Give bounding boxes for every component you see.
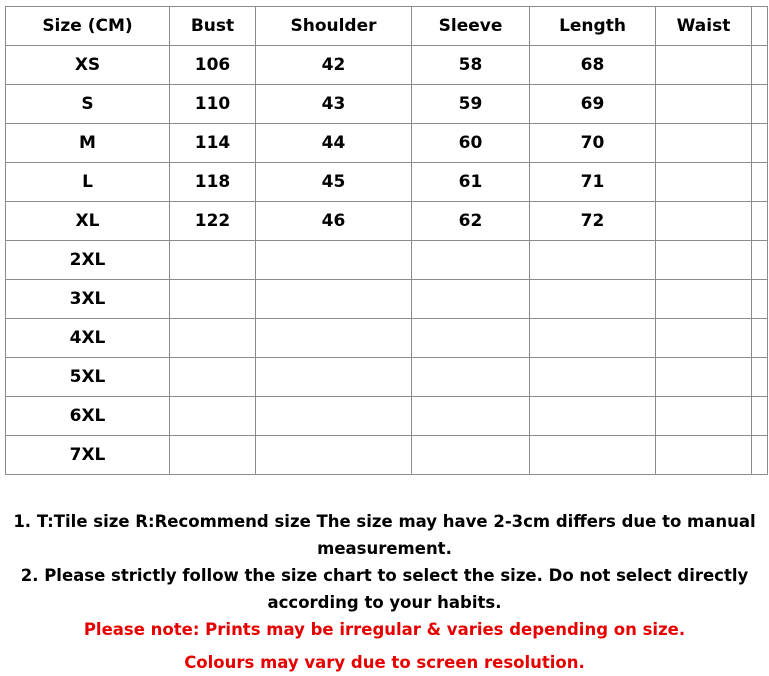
cell-bust: [170, 436, 256, 475]
cell-waist: [656, 46, 752, 85]
table-row: [6, 358, 768, 397]
note-line-2: 2. Please strictly follow the size chart to select the size. Do not select directly according to your habits.: [20, 566, 749, 612]
cell-extra: [752, 85, 768, 124]
cell-size: XL: [6, 202, 170, 241]
cell-extra: [752, 163, 768, 202]
cell-shoulder: [256, 436, 412, 475]
cell-length: 71: [530, 163, 656, 202]
cell-shoulder: [256, 280, 412, 319]
cell-extra: [752, 358, 768, 397]
cell-length: 70: [530, 124, 656, 163]
cell-sleeve: 62: [412, 202, 530, 241]
table-body: [6, 46, 768, 475]
cell-sleeve: [412, 241, 530, 280]
cell-waist: [656, 241, 752, 280]
header-shoulder: Shoulder: [256, 7, 412, 46]
size-chart-table: [5, 6, 768, 475]
cell-size: 5XL: [6, 358, 170, 397]
cell-length: [530, 241, 656, 280]
cell-shoulder: 43: [256, 85, 412, 124]
cell-extra: [752, 280, 768, 319]
cell-shoulder: [256, 241, 412, 280]
note-line-1: 1. T:Tile size R:Recommend size The size may have 2-3cm differs due to manual measurement.: [13, 512, 756, 558]
cell-waist: [656, 202, 752, 241]
cell-shoulder: [256, 319, 412, 358]
table-row: [6, 85, 768, 124]
table-row: [6, 202, 768, 241]
cell-size: 6XL: [6, 397, 170, 436]
cell-bust: [170, 397, 256, 436]
header-bust: Bust: [170, 7, 256, 46]
cell-bust: 106: [170, 46, 256, 85]
cell-shoulder: 44: [256, 124, 412, 163]
cell-sleeve: [412, 436, 530, 475]
cell-size: 7XL: [6, 436, 170, 475]
cell-shoulder: 46: [256, 202, 412, 241]
warning-colours: Colours may vary due to screen resolution.: [184, 653, 585, 672]
cell-size: S: [6, 85, 170, 124]
cell-waist: [656, 319, 752, 358]
cell-length: [530, 436, 656, 475]
cell-length: [530, 280, 656, 319]
table-row: [6, 397, 768, 436]
cell-size: 2XL: [6, 241, 170, 280]
cell-size: XS: [6, 46, 170, 85]
table-header-row: [6, 7, 768, 46]
cell-sleeve: 60: [412, 124, 530, 163]
cell-length: 68: [530, 46, 656, 85]
cell-length: [530, 358, 656, 397]
cell-waist: [656, 397, 752, 436]
cell-length: 69: [530, 85, 656, 124]
cell-waist: [656, 124, 752, 163]
cell-shoulder: [256, 397, 412, 436]
cell-sleeve: [412, 280, 530, 319]
cell-shoulder: 42: [256, 46, 412, 85]
cell-bust: 114: [170, 124, 256, 163]
cell-bust: [170, 358, 256, 397]
header-size: Size (CM): [6, 7, 170, 46]
cell-shoulder: [256, 358, 412, 397]
cell-size: M: [6, 124, 170, 163]
cell-waist: [656, 280, 752, 319]
cell-bust: 110: [170, 85, 256, 124]
warning-prints: Please note: Prints may be irregular & varies depending on size.: [83, 620, 686, 639]
table-row: [6, 241, 768, 280]
table-row: [6, 280, 768, 319]
cell-extra: [752, 124, 768, 163]
cell-waist: [656, 163, 752, 202]
header-length: Length: [530, 7, 656, 46]
cell-waist: [656, 436, 752, 475]
cell-bust: [170, 319, 256, 358]
table-row: [6, 163, 768, 202]
size-notes: [0, 508, 769, 676]
cell-sleeve: [412, 397, 530, 436]
cell-size: 3XL: [6, 280, 170, 319]
cell-sleeve: 58: [412, 46, 530, 85]
cell-extra: [752, 241, 768, 280]
cell-sleeve: 59: [412, 85, 530, 124]
cell-size: 4XL: [6, 319, 170, 358]
cell-size: L: [6, 163, 170, 202]
table-row: [6, 319, 768, 358]
header-extra-cell: [752, 7, 768, 46]
cell-bust: 118: [170, 163, 256, 202]
cell-sleeve: [412, 358, 530, 397]
cell-bust: [170, 241, 256, 280]
cell-extra: [752, 397, 768, 436]
header-waist: Waist: [656, 7, 752, 46]
header-sleeve: Sleeve: [412, 7, 530, 46]
cell-extra: [752, 202, 768, 241]
cell-shoulder: 45: [256, 163, 412, 202]
cell-extra: [752, 436, 768, 475]
cell-length: [530, 397, 656, 436]
cell-extra: [752, 46, 768, 85]
cell-bust: [170, 280, 256, 319]
cell-sleeve: [412, 319, 530, 358]
cell-length: [530, 319, 656, 358]
table-row: [6, 124, 768, 163]
table-row: [6, 436, 768, 475]
cell-waist: [656, 358, 752, 397]
cell-waist: [656, 85, 752, 124]
cell-sleeve: 61: [412, 163, 530, 202]
cell-bust: 122: [170, 202, 256, 241]
table-row: [6, 46, 768, 85]
cell-length: 72: [530, 202, 656, 241]
cell-extra: [752, 319, 768, 358]
